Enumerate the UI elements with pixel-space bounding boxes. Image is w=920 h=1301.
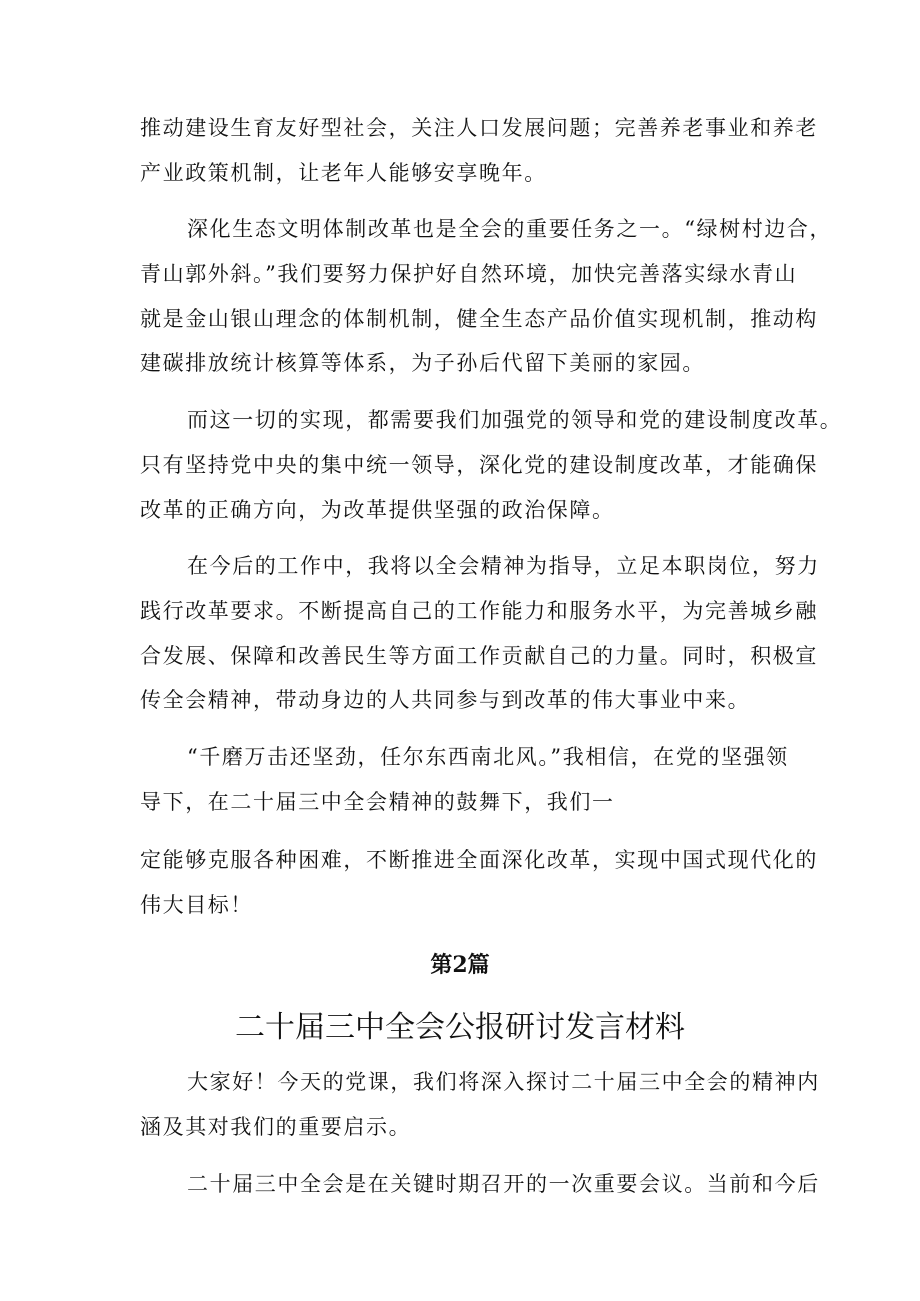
paragraph-line: “千磨万击还坚劲，任尔东西南北风。”我相信，在党的坚强领 bbox=[187, 745, 789, 769]
paragraph-line: 涵及其对我们的重要启示。 bbox=[140, 1115, 412, 1139]
paragraph-line: 二十届三中全会是在关键时期召开的一次重要会议。当前和今后 bbox=[187, 1172, 820, 1196]
paragraph-line: 推动建设生育友好型社会，关注人口发展问题；完善养老事业和养老 bbox=[140, 116, 818, 140]
document-title: 二十届三中全会公报研讨发言材料 bbox=[235, 1010, 685, 1045]
paragraph-line: 伟大目标！ bbox=[140, 893, 253, 917]
paragraph-line: 践行改革要求。不断提高自己的工作能力和服务水平，为完善城乡融 bbox=[140, 599, 818, 623]
paragraph-line: 青山郭外斜。”我们要努力保护好自然环境，加快完善落实绿水青山 bbox=[140, 262, 798, 286]
paragraph-line: 产业政策机制，让老年人能够安享晚年。 bbox=[140, 161, 547, 185]
paragraph-line: 就是金山银山理念的体制机制，健全生态产品价值实现机制，推动构 bbox=[140, 307, 818, 331]
paragraph-line: 建碳排放统计核算等体系，为子孙后代留下美丽的家园。 bbox=[140, 351, 705, 375]
paragraph-line: 传全会精神，带动身边的人共同参与到改革的伟大事业中来。 bbox=[140, 688, 751, 712]
paragraph-line: 定能够克服各种困难，不断推进全面深化改革，实现中国式现代化的 bbox=[140, 848, 818, 872]
paragraph-line: 在今后的工作中，我将以全会精神为指导，立足本职岗位，努力 bbox=[187, 554, 820, 578]
paragraph-line: 深化生态文明体制改革也是全会的重要任务之一。“绿树村边合， bbox=[187, 217, 833, 241]
paragraph-line: 大家好！今天的党课，我们将深入探讨二十届三中全会的精神内 bbox=[187, 1070, 820, 1094]
paragraph-line: 导下，在二十届三中全会精神的鼓舞下，我们一 bbox=[140, 790, 615, 814]
paragraph-line: 改革的正确方向，为改革提供坚强的政治保障。 bbox=[140, 498, 615, 522]
chapter-heading: 第2篇 bbox=[430, 952, 490, 978]
paragraph-line: 而这一切的实现，都需要我们加强党的领导和党的建设制度改革。 bbox=[187, 408, 843, 432]
paragraph-line: 只有坚持党中央的集中统一领导，深化党的建设制度改革，才能确保 bbox=[140, 453, 818, 477]
paragraph-line: 合发展、保障和改善民生等方面工作贡献自己的力量。同时，积极宣 bbox=[140, 644, 818, 668]
